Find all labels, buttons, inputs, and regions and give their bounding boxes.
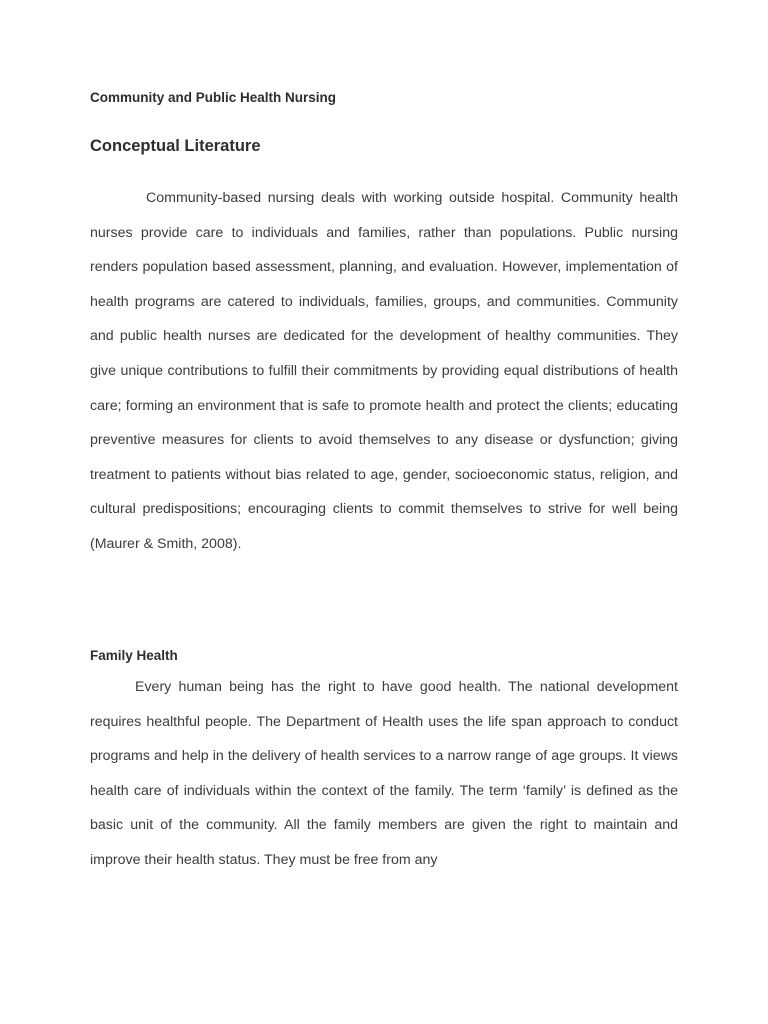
section-heading-conceptual-literature: Conceptual Literature xyxy=(90,137,261,155)
subheading-family-health: Family Health xyxy=(90,648,178,663)
document-title: Community and Public Health Nursing xyxy=(90,90,337,105)
paragraph-community-nursing: Community-based nursing deals with working outside hospital. Community health nurses provide care to individuals and families, rather than populations. Public nursing renders population based assessment, planning, and evaluation. However, implementation of health programs are catered to individuals, families, groups, and communities. Community and public health nurses are dedicated for the development of healthy communities. They give unique contributions to fulfill their commitments by providing equal distributions of health care; forming an environment that is safe to promote health and protect the clients; educating preventive measures for clients to avoid themselves to any disease or dysfunction; giving treatment to patients without bias related to age, gender, socioeconomic status, religion, and cultural predispositions; encouraging clients to commit themselves to strive for well being (Maurer & Smith, 2008). xyxy=(90,190,678,552)
paragraph-family-health: Every human being has the right to have good health. The national development requires healthful people. The Department of Health uses the life span approach to conduct programs and help in the delivery of health services to a narrow range of age groups. It views health care of individuals within the context of the family. The term ‘family’ is defined as the basic unit of the community. All the family members are given the right to maintain and improve their health status. They must be free from any xyxy=(90,679,678,868)
